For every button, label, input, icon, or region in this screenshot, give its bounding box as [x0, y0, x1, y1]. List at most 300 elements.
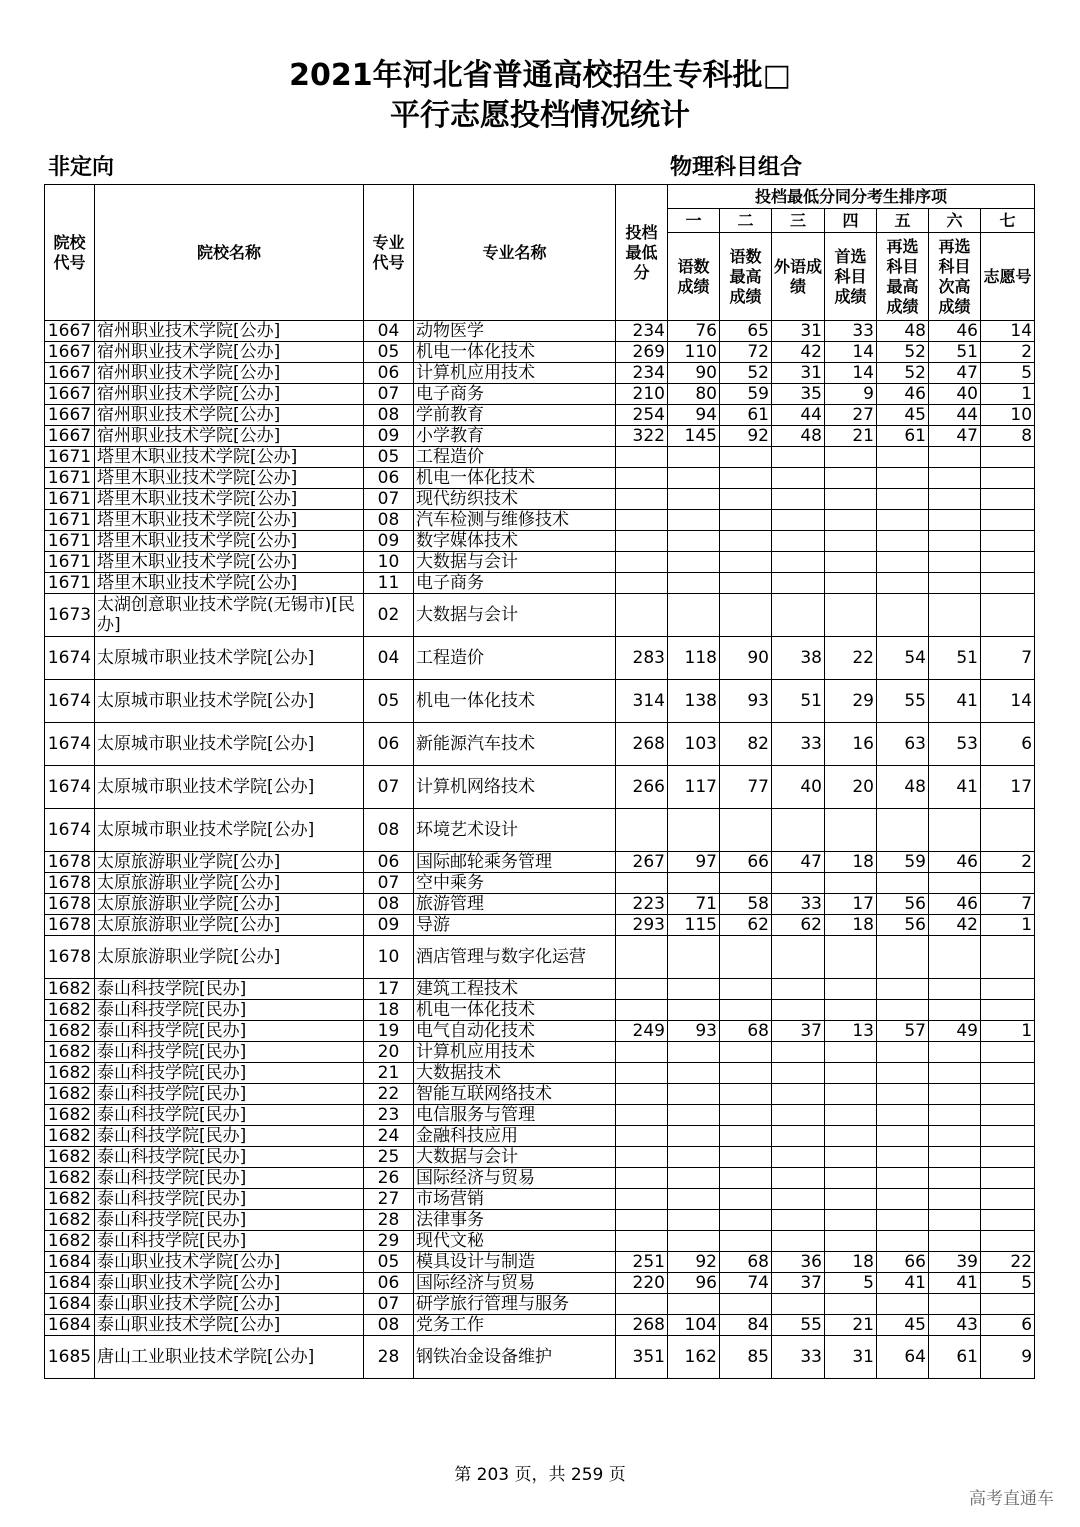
row-major-code: 19 — [364, 1021, 414, 1042]
row-value — [825, 531, 877, 552]
row-value: 93 — [668, 1021, 720, 1042]
row-school-name: 太原旅游职业学院[公办] — [95, 915, 364, 936]
row-value — [720, 552, 772, 573]
row-major-name: 国际经济与贸易 — [414, 1168, 616, 1189]
row-value — [720, 468, 772, 489]
row-value: 16 — [825, 723, 877, 766]
table-row — [45, 680, 1035, 723]
row-value — [720, 573, 772, 594]
row-min-score — [616, 1042, 668, 1063]
row-value — [929, 1294, 981, 1315]
row-value — [720, 510, 772, 531]
row-value — [981, 1000, 1035, 1021]
row-value: 61 — [877, 426, 929, 447]
row-value: 47 — [929, 363, 981, 384]
row-value: 59 — [720, 384, 772, 405]
row-school-name: 唐山工业职业技术学院[公办] — [95, 1336, 364, 1379]
row-min-score: 234 — [616, 363, 668, 384]
row-major-name: 机电一体化技术 — [414, 680, 616, 723]
row-school-code: 1671 — [45, 447, 95, 468]
row-major-code: 11 — [364, 573, 414, 594]
row-value: 41 — [877, 1273, 929, 1294]
row-value: 92 — [720, 426, 772, 447]
row-major-name: 新能源汽车技术 — [414, 723, 616, 766]
header-sub: 再选科目次高成绩 — [929, 233, 981, 321]
row-value — [825, 468, 877, 489]
header-sub: 首选科目成绩 — [825, 233, 877, 321]
row-value — [825, 1105, 877, 1126]
row-value — [877, 510, 929, 531]
row-value: 104 — [668, 1315, 720, 1336]
header-major-name: 专业名称 — [414, 185, 616, 321]
row-major-name: 酒店管理与数字化运营 — [414, 936, 616, 979]
row-major-name: 国际经济与贸易 — [414, 1273, 616, 1294]
row-value: 18 — [825, 915, 877, 936]
header-rank: 三 — [772, 209, 825, 233]
row-major-code: 05 — [364, 1252, 414, 1273]
row-major-code: 23 — [364, 1105, 414, 1126]
row-value — [825, 1231, 877, 1252]
row-min-score: 249 — [616, 1021, 668, 1042]
row-value — [877, 489, 929, 510]
row-value — [825, 1042, 877, 1063]
row-major-name: 导游 — [414, 915, 616, 936]
row-value — [825, 573, 877, 594]
row-value — [772, 979, 825, 1000]
table-row — [45, 1000, 1035, 1021]
row-value — [929, 809, 981, 852]
row-value — [981, 1231, 1035, 1252]
table-row — [45, 1252, 1035, 1273]
row-major-code: 07 — [364, 873, 414, 894]
row-value — [668, 468, 720, 489]
row-school-code: 1678 — [45, 894, 95, 915]
table-row — [45, 894, 1035, 915]
row-value: 57 — [877, 1021, 929, 1042]
row-value — [668, 510, 720, 531]
row-school-code: 1682 — [45, 1063, 95, 1084]
row-value — [772, 936, 825, 979]
row-school-code: 1682 — [45, 1126, 95, 1147]
row-major-code: 18 — [364, 1000, 414, 1021]
row-value: 56 — [877, 915, 929, 936]
row-value: 55 — [877, 680, 929, 723]
header-rank: 一 — [668, 209, 720, 233]
row-value: 47 — [772, 852, 825, 873]
row-value — [668, 1231, 720, 1252]
row-value — [772, 552, 825, 573]
row-value — [668, 1294, 720, 1315]
row-school-name: 塔里木职业技术学院[公办] — [95, 552, 364, 573]
row-min-score: 293 — [616, 915, 668, 936]
page-title-line2: 平行志愿投档情况统计 — [390, 98, 690, 133]
header-rank: 七 — [981, 209, 1035, 233]
row-value: 138 — [668, 680, 720, 723]
row-school-code: 1682 — [45, 1147, 95, 1168]
row-value — [929, 489, 981, 510]
row-school-name: 太原旅游职业学院[公办] — [95, 936, 364, 979]
row-value: 53 — [929, 723, 981, 766]
row-value — [877, 1042, 929, 1063]
row-value: 46 — [929, 852, 981, 873]
row-value: 1 — [981, 384, 1035, 405]
row-school-code: 1673 — [45, 594, 95, 637]
row-value: 162 — [668, 1336, 720, 1379]
row-value — [981, 936, 1035, 979]
row-value — [877, 873, 929, 894]
row-school-code: 1667 — [45, 321, 95, 342]
table-row — [45, 384, 1035, 405]
row-value — [772, 1189, 825, 1210]
header-rank: 六 — [929, 209, 981, 233]
header-rank: 二 — [720, 209, 772, 233]
row-major-code: 26 — [364, 1168, 414, 1189]
row-school-name: 泰山科技学院[民办] — [95, 979, 364, 1000]
row-value: 2 — [981, 342, 1035, 363]
row-school-code: 1682 — [45, 1084, 95, 1105]
page-footer: 第 203 页，共 259 页 — [454, 1465, 626, 1485]
row-value — [720, 1210, 772, 1231]
row-value: 14 — [981, 680, 1035, 723]
row-value — [825, 1210, 877, 1231]
row-min-score — [616, 809, 668, 852]
row-school-code: 1678 — [45, 852, 95, 873]
row-min-score — [616, 531, 668, 552]
row-major-name: 大数据与会计 — [414, 552, 616, 573]
row-value: 45 — [877, 1315, 929, 1336]
row-value — [929, 510, 981, 531]
header-min-score: 投档最低分 — [616, 185, 668, 321]
row-school-code: 1674 — [45, 637, 95, 680]
row-min-score: 234 — [616, 321, 668, 342]
row-value — [877, 1084, 929, 1105]
row-major-name: 数字媒体技术 — [414, 531, 616, 552]
row-value: 14 — [981, 321, 1035, 342]
row-school-code: 1671 — [45, 489, 95, 510]
row-value — [720, 1063, 772, 1084]
row-school-name: 泰山科技学院[民办] — [95, 1126, 364, 1147]
row-school-name: 泰山科技学院[民办] — [95, 1189, 364, 1210]
row-value — [720, 1126, 772, 1147]
header-school-name: 院校名称 — [95, 185, 364, 321]
row-value: 90 — [720, 637, 772, 680]
row-value — [825, 936, 877, 979]
table-row — [45, 342, 1035, 363]
row-value — [772, 447, 825, 468]
row-value — [825, 594, 877, 637]
table-row — [45, 489, 1035, 510]
row-min-score — [616, 1000, 668, 1021]
row-value: 33 — [772, 723, 825, 766]
row-min-score: 210 — [616, 384, 668, 405]
row-value — [929, 979, 981, 1000]
table-row — [45, 573, 1035, 594]
row-value: 22 — [981, 1252, 1035, 1273]
row-value: 115 — [668, 915, 720, 936]
row-major-name: 环境艺术设计 — [414, 809, 616, 852]
table-row — [45, 1063, 1035, 1084]
row-major-code: 05 — [364, 342, 414, 363]
table-row — [45, 552, 1035, 573]
row-value — [929, 1105, 981, 1126]
admission-table — [44, 184, 1035, 1379]
row-major-name: 计算机应用技术 — [414, 1042, 616, 1063]
row-school-name: 泰山职业技术学院[公办] — [95, 1294, 364, 1315]
table-row — [45, 852, 1035, 873]
row-major-code: 20 — [364, 1042, 414, 1063]
row-value — [668, 1168, 720, 1189]
row-value: 37 — [772, 1021, 825, 1042]
row-value: 1 — [981, 1021, 1035, 1042]
row-value — [772, 489, 825, 510]
row-major-name: 电气自动化技术 — [414, 1021, 616, 1042]
row-min-score — [616, 1063, 668, 1084]
row-value: 18 — [825, 852, 877, 873]
row-value: 36 — [772, 1252, 825, 1273]
row-value — [877, 552, 929, 573]
row-school-code: 1682 — [45, 1021, 95, 1042]
row-school-name: 泰山科技学院[民办] — [95, 1000, 364, 1021]
row-school-code: 1682 — [45, 1105, 95, 1126]
watermark: 高考直通车 — [969, 1489, 1054, 1509]
table-row — [45, 426, 1035, 447]
row-value — [772, 594, 825, 637]
row-school-code: 1685 — [45, 1336, 95, 1379]
row-school-name: 泰山科技学院[民办] — [95, 1210, 364, 1231]
row-major-name: 大数据与会计 — [414, 594, 616, 637]
row-value — [877, 447, 929, 468]
row-value: 40 — [929, 384, 981, 405]
row-value: 47 — [929, 426, 981, 447]
row-school-name: 宿州职业技术学院[公办] — [95, 342, 364, 363]
row-value — [981, 1063, 1035, 1084]
row-major-code: 04 — [364, 321, 414, 342]
row-school-name: 太原城市职业技术学院[公办] — [95, 809, 364, 852]
row-value — [772, 573, 825, 594]
row-value — [720, 1000, 772, 1021]
header-sub: 再选科目最高成绩 — [877, 233, 929, 321]
row-major-name: 机电一体化技术 — [414, 468, 616, 489]
header-sub: 志愿号 — [981, 233, 1035, 321]
row-school-code: 1682 — [45, 1042, 95, 1063]
table-row — [45, 594, 1035, 637]
row-value — [929, 1000, 981, 1021]
row-value — [877, 1210, 929, 1231]
row-school-code: 1678 — [45, 873, 95, 894]
row-min-score: 251 — [616, 1252, 668, 1273]
row-value: 55 — [772, 1315, 825, 1336]
table-row — [45, 766, 1035, 809]
row-major-code: 28 — [364, 1336, 414, 1379]
row-value: 37 — [772, 1273, 825, 1294]
row-value: 17 — [981, 766, 1035, 809]
row-value — [929, 1042, 981, 1063]
row-value — [825, 447, 877, 468]
row-value — [720, 1147, 772, 1168]
row-school-name: 泰山科技学院[民办] — [95, 1147, 364, 1168]
row-major-name: 钢铁冶金设备维护 — [414, 1336, 616, 1379]
row-value — [668, 594, 720, 637]
row-value — [981, 873, 1035, 894]
row-major-name: 法律事务 — [414, 1210, 616, 1231]
table-row — [45, 1294, 1035, 1315]
row-school-code: 1678 — [45, 936, 95, 979]
row-major-code: 08 — [364, 1315, 414, 1336]
row-school-name: 塔里木职业技术学院[公办] — [95, 468, 364, 489]
table-row — [45, 873, 1035, 894]
row-value — [981, 510, 1035, 531]
row-value: 64 — [877, 1336, 929, 1379]
row-value — [825, 1063, 877, 1084]
row-value — [877, 1189, 929, 1210]
row-major-name: 学前教育 — [414, 405, 616, 426]
row-value — [668, 1210, 720, 1231]
row-value: 6 — [981, 723, 1035, 766]
row-value: 103 — [668, 723, 720, 766]
row-major-name: 现代纺织技术 — [414, 489, 616, 510]
row-school-code: 1671 — [45, 552, 95, 573]
row-school-code: 1671 — [45, 510, 95, 531]
row-major-code: 06 — [364, 468, 414, 489]
row-value: 76 — [668, 321, 720, 342]
row-value: 33 — [772, 894, 825, 915]
row-value: 31 — [825, 1336, 877, 1379]
row-value — [772, 1105, 825, 1126]
row-value — [668, 1126, 720, 1147]
row-value — [668, 936, 720, 979]
row-value — [877, 936, 929, 979]
row-min-score — [616, 489, 668, 510]
row-major-name: 研学旅行管理与服务 — [414, 1294, 616, 1315]
row-value: 33 — [772, 1336, 825, 1379]
row-value — [772, 1147, 825, 1168]
row-value: 48 — [877, 321, 929, 342]
row-value — [668, 1042, 720, 1063]
row-value — [981, 1147, 1035, 1168]
table-row — [45, 1273, 1035, 1294]
row-value — [668, 552, 720, 573]
row-school-name: 塔里木职业技术学院[公办] — [95, 447, 364, 468]
row-value: 1 — [981, 915, 1035, 936]
row-value: 46 — [877, 384, 929, 405]
row-min-score: 322 — [616, 426, 668, 447]
row-school-name: 泰山科技学院[民办] — [95, 1105, 364, 1126]
row-value — [929, 552, 981, 573]
row-value: 5 — [825, 1273, 877, 1294]
row-min-score: 268 — [616, 723, 668, 766]
row-value — [877, 468, 929, 489]
row-school-code: 1671 — [45, 531, 95, 552]
row-school-name: 太原旅游职业学院[公办] — [95, 873, 364, 894]
table-row — [45, 321, 1035, 342]
row-min-score — [616, 510, 668, 531]
row-school-name: 泰山职业技术学院[公办] — [95, 1315, 364, 1336]
row-major-code: 21 — [364, 1063, 414, 1084]
row-value: 117 — [668, 766, 720, 809]
row-major-code: 07 — [364, 384, 414, 405]
row-school-code: 1671 — [45, 573, 95, 594]
row-major-code: 05 — [364, 447, 414, 468]
row-value: 51 — [929, 342, 981, 363]
row-min-score — [616, 447, 668, 468]
row-value — [772, 1210, 825, 1231]
row-value — [668, 1147, 720, 1168]
row-value: 66 — [720, 852, 772, 873]
row-value: 46 — [929, 894, 981, 915]
row-major-code: 08 — [364, 894, 414, 915]
row-value: 48 — [772, 426, 825, 447]
row-value: 84 — [720, 1315, 772, 1336]
row-school-code: 1684 — [45, 1294, 95, 1315]
row-school-name: 宿州职业技术学院[公办] — [95, 384, 364, 405]
row-value: 62 — [772, 915, 825, 936]
row-value — [668, 531, 720, 552]
row-value — [720, 1189, 772, 1210]
row-value: 52 — [877, 363, 929, 384]
row-value — [772, 1231, 825, 1252]
row-value — [668, 1105, 720, 1126]
row-major-name: 动物医学 — [414, 321, 616, 342]
row-value: 49 — [929, 1021, 981, 1042]
row-value — [720, 447, 772, 468]
row-value — [981, 809, 1035, 852]
row-value — [720, 936, 772, 979]
row-value: 51 — [929, 637, 981, 680]
row-school-code: 1674 — [45, 809, 95, 852]
row-value — [981, 1126, 1035, 1147]
row-value — [981, 573, 1035, 594]
row-value — [825, 1126, 877, 1147]
row-major-code: 07 — [364, 1294, 414, 1315]
row-value — [877, 1294, 929, 1315]
row-value — [825, 1000, 877, 1021]
row-value — [720, 1084, 772, 1105]
row-major-code: 06 — [364, 852, 414, 873]
row-major-code: 04 — [364, 637, 414, 680]
row-value — [981, 1294, 1035, 1315]
row-value — [668, 1063, 720, 1084]
row-value: 9 — [981, 1336, 1035, 1379]
row-value — [720, 594, 772, 637]
row-value — [825, 1147, 877, 1168]
row-value — [929, 447, 981, 468]
table-row — [45, 447, 1035, 468]
row-min-score: 269 — [616, 342, 668, 363]
category-label: 非定向 — [48, 155, 115, 180]
row-school-name: 塔里木职业技术学院[公办] — [95, 573, 364, 594]
row-school-name: 泰山科技学院[民办] — [95, 1231, 364, 1252]
row-major-code: 25 — [364, 1147, 414, 1168]
header-sub: 外语成绩 — [772, 233, 825, 321]
row-major-code: 10 — [364, 552, 414, 573]
row-value — [825, 1189, 877, 1210]
row-value: 6 — [981, 1315, 1035, 1336]
table-row — [45, 1042, 1035, 1063]
row-school-name: 太湖创意职业技术学院(无锡市)[民办] — [95, 594, 364, 637]
row-major-code: 08 — [364, 510, 414, 531]
row-value — [929, 573, 981, 594]
row-school-name: 太原城市职业技术学院[公办] — [95, 680, 364, 723]
row-value: 22 — [825, 637, 877, 680]
table-row — [45, 915, 1035, 936]
row-value: 72 — [720, 342, 772, 363]
row-major-code: 06 — [364, 723, 414, 766]
row-school-name: 泰山科技学院[民办] — [95, 1168, 364, 1189]
row-major-name: 国际邮轮乘务管理 — [414, 852, 616, 873]
row-min-score — [616, 1147, 668, 1168]
row-major-name: 金融科技应用 — [414, 1126, 616, 1147]
row-value: 48 — [877, 766, 929, 809]
